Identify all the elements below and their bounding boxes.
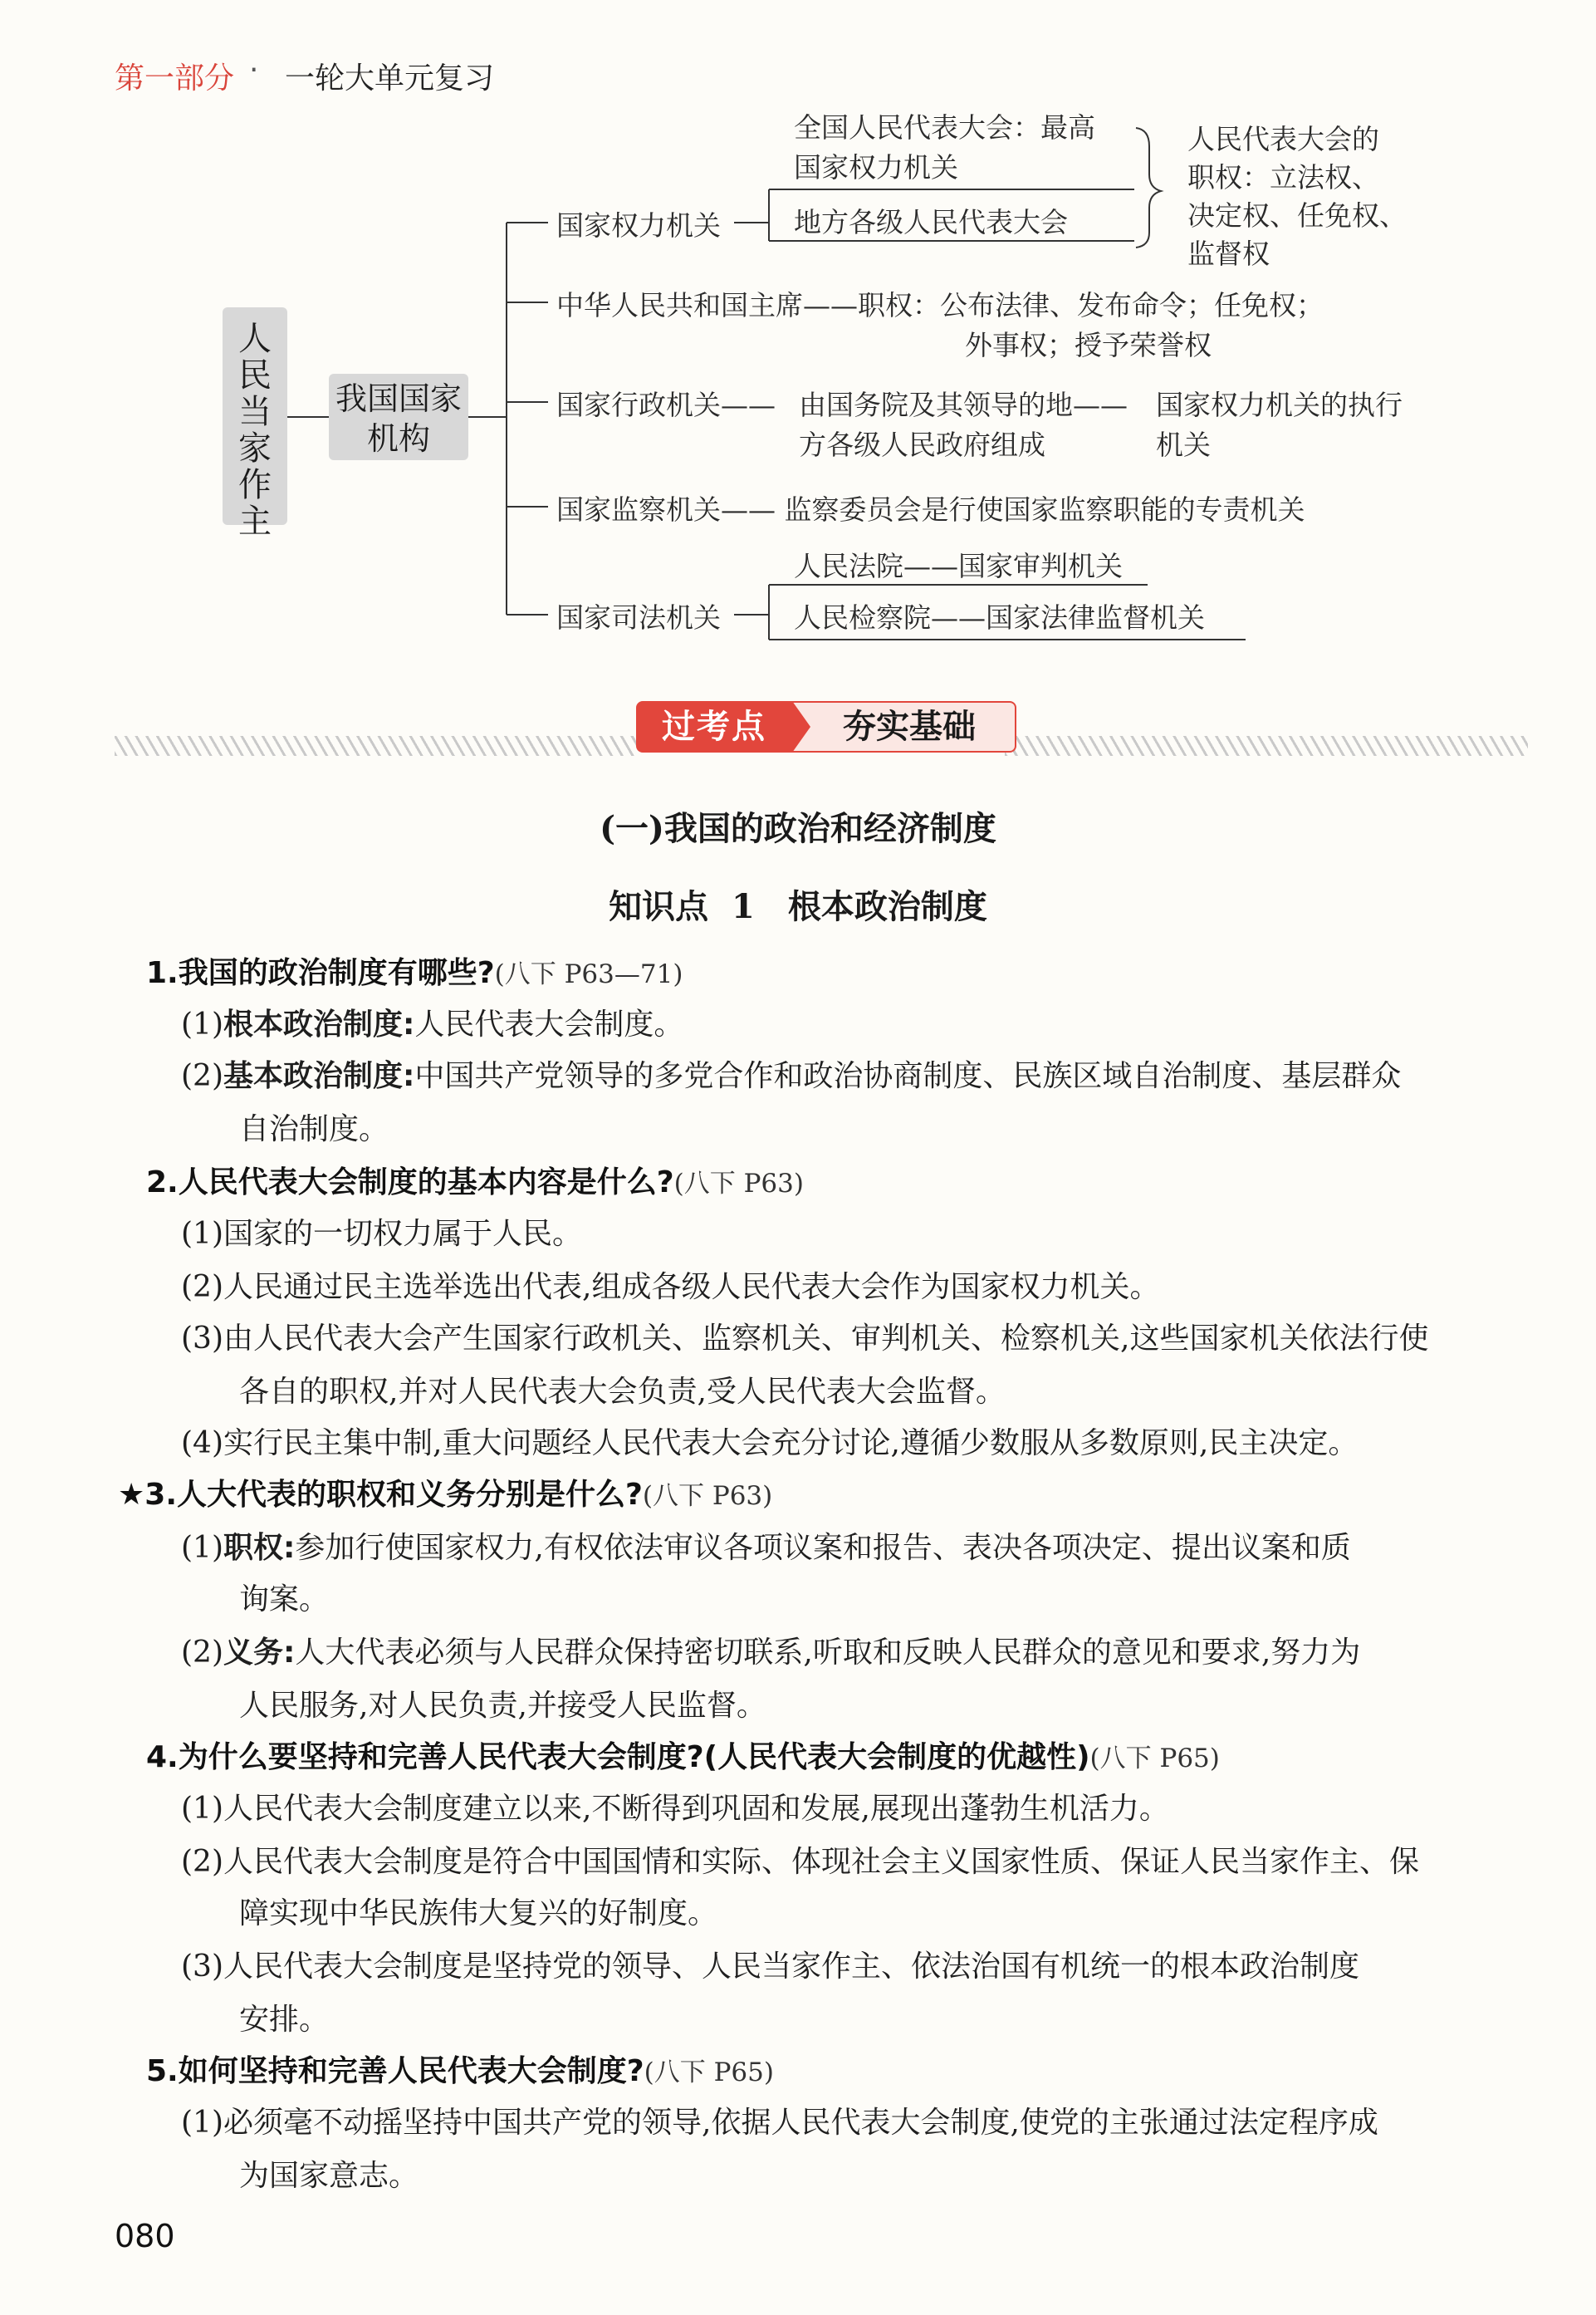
header-dot: · [249, 53, 259, 87]
banner-arrow [792, 701, 810, 753]
q2-item-1: (1)国家的一切权力属于人民。 [181, 1217, 582, 1251]
q1-item-2: (2)基本政治制度:中国共产党领导的多党合作和政治协商制度、民族区域自治制度、基层群众 [181, 1059, 1402, 1093]
mm-president-l1: 中华人民共和国主席——职权：公布法律、发布命令；任免权； [556, 289, 1324, 321]
mm-court: 人民法院——国家审判机关 [794, 550, 1123, 582]
banner-label-left: 过考点 [636, 701, 792, 753]
question-2: 2.人民代表大会制度的基本内容是什么?(八下 P63) [146, 1165, 804, 1199]
q5-item-1-cont: 为国家意志。 [239, 2159, 419, 2193]
mm-local-congress: 地方各级人民代表大会 [794, 206, 1068, 238]
q1-item-1: (1)根本政治制度:人民代表大会制度。 [181, 1008, 684, 1042]
q2-item-3: (3)由人民代表大会产生国家行政机关、监察机关、审判机关、检察机关,这些国家机关依法行使 [181, 1322, 1429, 1356]
mm-npc-l1: 全国人民代表大会：最高 [794, 111, 1095, 144]
question-4: 4.为什么要坚持和完善人民代表大会制度?(人民代表大会制度的优越性)(八下 P65) [146, 1740, 1220, 1774]
q4-item-3-cont: 安排。 [239, 2003, 330, 2037]
q2-item-3-cont: 各自的职权,并对人民代表大会负责,受人民代表大会监督。 [239, 1375, 1006, 1409]
q2-item-2: (2)人民通过民主选举选出代表,组成各级人民代表大会作为国家权力机关。 [181, 1270, 1160, 1304]
q1-item-2-cont: 自治制度。 [239, 1112, 389, 1146]
mm-procuratorate: 人民检察院——国家法律监督机关 [794, 601, 1205, 634]
question-1: 1.我国的政治制度有哪些?(八下 P63—71) [146, 956, 683, 990]
mindmap-sub: 我国国家机构 [329, 374, 468, 460]
question-5: 5.如何坚持和完善人民代表大会制度?(八下 P65) [146, 2054, 774, 2088]
mm-admin-right-l2: 机关 [1156, 429, 1211, 461]
mm-powers-l1: 人民代表大会的 [1187, 123, 1379, 155]
q3-item-1-cont: 询案。 [239, 1582, 330, 1616]
q4-item-1: (1)人民代表大会制度建立以来,不断得到巩固和发展,展现出蓬勃生机活力。 [181, 1792, 1169, 1826]
question-3: ★3.人大代表的职权和义务分别是什么?(八下 P63) [118, 1478, 773, 1512]
mm-power-organ: 国家权力机关 [556, 209, 721, 242]
banner-stripe-left [115, 736, 636, 756]
mm-powers-l4: 监督权 [1187, 238, 1270, 270]
mm-president-l2: 外事权；授予荣誉权 [965, 329, 1212, 361]
banner-stripe-right [1005, 736, 1528, 756]
mm-powers-l2: 职权：立法权、 [1187, 161, 1379, 194]
q4-item-2-cont: 障实现中华民族伟大复兴的好制度。 [239, 1896, 718, 1930]
q3-item-2: (2)义务:人大代表必须与人民群众保持密切联系,听取和反映人民群众的意见和要求,努力为 [181, 1636, 1361, 1670]
mm-npc-l2: 国家权力机关 [794, 151, 958, 184]
q5-item-1: (1)必须毫不动摇坚持中国共产党的领导,依据人民代表大会制度,使党的主张通过法定程序成 [181, 2106, 1378, 2140]
q3-item-2-cont: 人民服务,对人民负责,并接受人民监督。 [239, 1689, 766, 1723]
section-title: (一)我国的政治和经济制度 [600, 809, 996, 848]
header-part: 第一部分 [115, 61, 235, 96]
q2-item-4: (4)实行民主集中制,重大问题经人民代表大会充分讨论,遵循少数服从多数原则,民主决定。 [181, 1426, 1359, 1460]
mm-judicial: 国家司法机关 [556, 601, 721, 634]
star-icon: ★ [118, 1478, 145, 1512]
q4-item-3: (3)人民代表大会制度是坚持党的领导、人民当家作主、依法治国有机统一的根本政治制度 [181, 1950, 1359, 1984]
q4-item-2: (2)人民代表大会制度是符合中国国情和实际、体现社会主义国家性质、保证人民当家作主、保 [181, 1845, 1419, 1879]
mm-admin-mid-l1: 由国务院及其领导的地—— [799, 389, 1128, 421]
page-number: 080 [115, 2218, 175, 2254]
mm-admin-right-l1: 国家权力机关的执行 [1156, 389, 1403, 421]
mm-powers-l3: 决定权、任免权、 [1187, 199, 1407, 232]
mm-admin: 国家行政机关—— [556, 389, 776, 421]
banner-label-right: 夯实基础 [792, 701, 1016, 753]
q3-item-1: (1)职权:参加行使国家权力,有权依法审议各项议案和报告、表决各项决定、提出议案和质 [181, 1531, 1351, 1565]
mm-admin-mid-l2: 方各级人民政府组成 [799, 429, 1045, 461]
mindmap-root: 人民当家作主 [223, 307, 287, 525]
header-section: 一轮大单元复习 [285, 61, 495, 96]
knowledge-point-title: 知识点 1 根本政治制度 [609, 887, 987, 926]
mm-supervision: 国家监察机关—— 监察委员会是行使国家监察职能的专责机关 [556, 493, 1305, 526]
